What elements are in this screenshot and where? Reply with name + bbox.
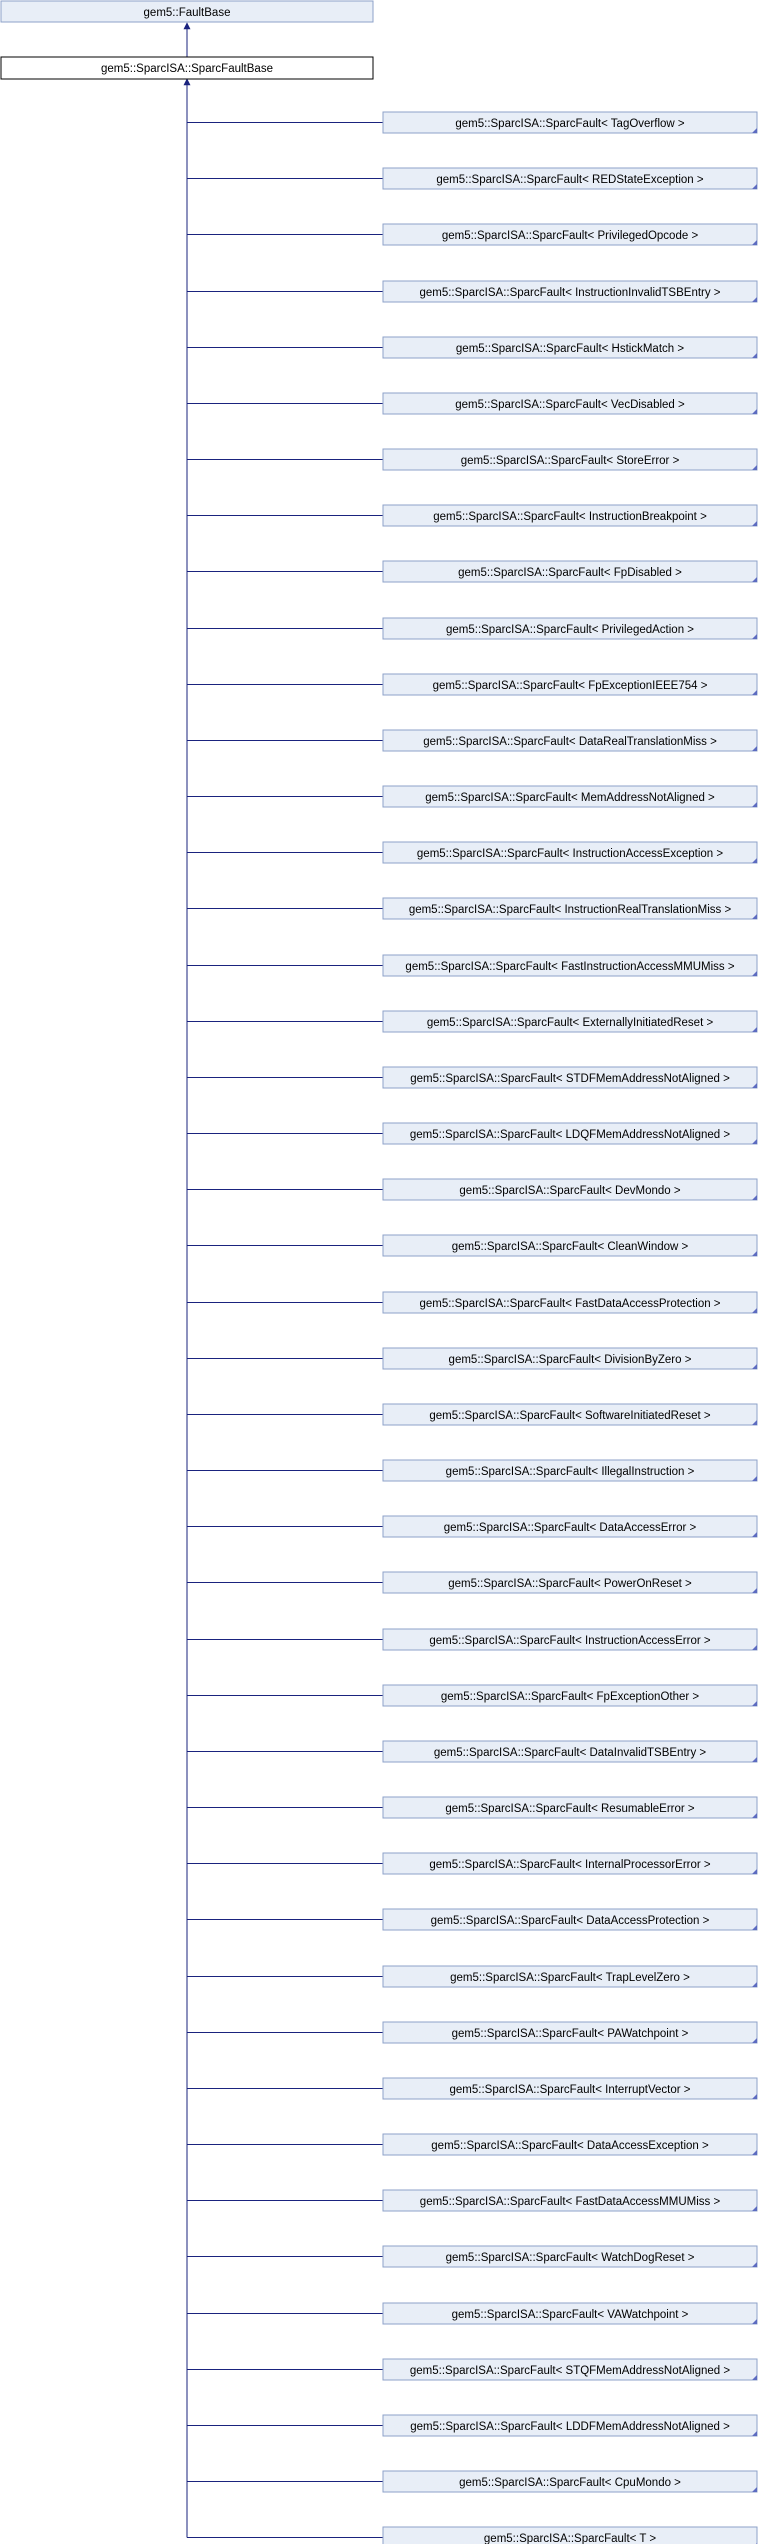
derived-class-label: gem5::SparcISA::SparcFault< DataInvalidTSBEntry > (433, 1747, 707, 1759)
derived-class-label: gem5::SparcISA::SparcFault< FpExceptionIEEE754 > (432, 680, 708, 692)
derived-class-label: gem5::SparcISA::SparcFault< MemAddressNotAligned > (425, 792, 715, 804)
derived-class-label: gem5::SparcISA::SparcFault< DevMondo > (459, 1185, 681, 1197)
derived-class-node[interactable] (383, 786, 757, 807)
derived-class-label: gem5::SparcISA::SparcFault< WatchDogReset > (445, 2252, 695, 2264)
derived-class-node[interactable] (383, 281, 757, 302)
derived-class-label: gem5::SparcISA::SparcFault< VAWatchpoint > (451, 2309, 689, 2321)
derived-class-label: gem5::SparcISA::SparcFault< LDDFMemAddressNotAligned > (410, 2421, 730, 2433)
derived-class-node[interactable] (383, 2190, 757, 2211)
derived-class-label: gem5::SparcISA::SparcFault< PAWatchpoint > (451, 2028, 689, 2040)
derived-class-node[interactable] (383, 2303, 757, 2324)
derived-class-node[interactable] (383, 1011, 757, 1032)
derived-class-label: gem5::SparcISA::SparcFault< FpExceptionOther > (440, 1691, 700, 1703)
derived-class-node[interactable] (383, 674, 757, 695)
derived-class-node[interactable] (383, 730, 757, 751)
derived-class-node[interactable] (383, 449, 757, 470)
derived-class-node[interactable] (383, 2471, 757, 2492)
derived-class-label: gem5::SparcISA::SparcFault< SoftwareInitiatedReset > (429, 1410, 711, 1422)
derived-class-label: gem5::SparcISA::SparcFault< CleanWindow > (451, 1241, 689, 1253)
derived-class-list (383, 112, 757, 2544)
derived-class-node[interactable] (383, 168, 757, 189)
derived-class-label: gem5::SparcISA::SparcFault< StoreError > (460, 455, 680, 467)
base-class-node[interactable] (1, 1, 373, 22)
derived-class-node[interactable] (383, 224, 757, 245)
derived-class-label: gem5::SparcISA::SparcFault< ExternallyInitiatedReset > (426, 1017, 714, 1029)
derived-class-label: gem5::SparcISA::SparcFault< FastInstructionAccessMMUMiss > (405, 961, 735, 973)
derived-class-node[interactable] (383, 1348, 757, 1369)
derived-class-label: gem5::SparcISA::SparcFault< DataAccessError > (443, 1522, 697, 1534)
derived-class-node[interactable] (383, 1292, 757, 1313)
derived-class-label: gem5::SparcISA::SparcFault< DataAccessProtection > (430, 1915, 710, 1927)
derived-class-node[interactable] (383, 1572, 757, 1593)
derived-class-node[interactable] (383, 1629, 757, 1650)
derived-class-node[interactable] (383, 1123, 757, 1144)
derived-class-label: gem5::SparcISA::SparcFault< DataRealTranslationMiss > (423, 736, 717, 748)
derived-class-node[interactable] (383, 2527, 757, 2544)
derived-class-label: gem5::SparcISA::SparcFault< FpDisabled > (458, 567, 682, 579)
derived-class-node[interactable] (383, 1516, 757, 1537)
focus-class-node (1, 57, 373, 79)
derived-class-node[interactable] (383, 1460, 757, 1481)
derived-class-node[interactable] (383, 2078, 757, 2099)
derived-class-label: gem5::SparcISA::SparcFault< DivisionByZero > (448, 1354, 692, 1366)
derived-class-label: gem5::SparcISA::SparcFault< STDFMemAddressNotAligned > (410, 1073, 730, 1085)
derived-class-node[interactable] (383, 393, 757, 414)
derived-class-node[interactable] (383, 337, 757, 358)
derived-class-label: gem5::SparcISA::SparcFault< DataAccessException > (431, 2140, 709, 2152)
derived-class-label: gem5::SparcISA::SparcFault< InstructionAccessError > (429, 1635, 711, 1647)
derived-class-node[interactable] (383, 2022, 757, 2043)
derived-class-node[interactable] (383, 2246, 757, 2267)
derived-class-node[interactable] (383, 1179, 757, 1200)
derived-class-label: gem5::SparcISA::SparcFault< InstructionBreakpoint > (433, 511, 707, 523)
derived-class-label: gem5::SparcISA::SparcFault< FastDataAccessMMUMiss > (419, 2196, 721, 2208)
derived-class-label: gem5::SparcISA::SparcFault< STQFMemAddressNotAligned > (409, 2365, 731, 2377)
derived-class-label: gem5::SparcISA::SparcFault< TagOverflow > (455, 118, 685, 130)
derived-class-node[interactable] (383, 2134, 757, 2155)
derived-class-node[interactable] (383, 2359, 757, 2380)
derived-class-node[interactable] (383, 1235, 757, 1256)
derived-class-label: gem5::SparcISA::SparcFault< InterruptVector > (449, 2084, 691, 2096)
derived-class-label: gem5::SparcISA::SparcFault< InternalProcessorError > (429, 1859, 711, 1871)
derived-class-node[interactable] (383, 1853, 757, 1874)
derived-class-label: gem5::SparcISA::SparcFault< InstructionInvalidTSBEntry > (419, 287, 721, 299)
derived-class-label: gem5::SparcISA::SparcFault< PowerOnReset > (448, 1578, 692, 1590)
derived-class-label: gem5::SparcISA::SparcFault< LDQFMemAddressNotAligned > (409, 1129, 731, 1141)
derived-class-node[interactable] (383, 1685, 757, 1706)
derived-class-node[interactable] (383, 898, 757, 919)
derived-class-node[interactable] (383, 842, 757, 863)
derived-class-label: gem5::SparcISA::SparcFault< TrapLevelZero > (450, 1972, 690, 1984)
derived-class-label: gem5::SparcISA::SparcFault< PrivilegedAction > (445, 624, 695, 636)
derived-class-node[interactable] (383, 112, 757, 133)
derived-class-label: gem5::SparcISA::SparcFault< FastDataAccessProtection > (419, 1298, 721, 1310)
derived-class-label: gem5::SparcISA::SparcFault< PrivilegedOpcode > (441, 230, 699, 242)
derived-class-node[interactable] (383, 1404, 757, 1425)
derived-class-label: gem5::SparcISA::SparcFault< InstructionAccessException > (416, 848, 724, 860)
derived-class-node[interactable] (383, 1909, 757, 1930)
derived-class-node[interactable] (383, 505, 757, 526)
derived-class-node[interactable] (383, 955, 757, 976)
derived-class-node[interactable] (383, 1966, 757, 1987)
inheritance-edges (187, 23, 383, 2538)
derived-class-node[interactable] (383, 618, 757, 639)
derived-class-node[interactable] (383, 1741, 757, 1762)
derived-class-label: gem5::SparcISA::SparcFault< HstickMatch > (455, 343, 685, 355)
derived-class-node[interactable] (383, 1067, 757, 1088)
derived-class-label: gem5::SparcISA::SparcFault< IllegalInstruction > (445, 1466, 695, 1478)
derived-class-label: gem5::SparcISA::SparcFault< ResumableError > (445, 1803, 695, 1815)
derived-class-node[interactable] (383, 2415, 757, 2436)
derived-class-label: gem5::SparcISA::SparcFault< REDStateException > (436, 174, 704, 186)
derived-class-node[interactable] (383, 1797, 757, 1818)
derived-class-node[interactable] (383, 561, 757, 582)
derived-class-label: gem5::SparcISA::SparcFault< InstructionRealTranslationMiss > (408, 904, 732, 916)
focus-class-label: gem5::SparcISA::SparcFaultBase (101, 63, 273, 75)
derived-class-label: gem5::SparcISA::SparcFault< VecDisabled > (455, 399, 685, 411)
derived-class-label: gem5::SparcISA::SparcFault< CpuMondo > (459, 2477, 681, 2489)
base-class-label: gem5::FaultBase (143, 7, 231, 19)
derived-class-label: gem5::SparcISA::SparcFault< T > (483, 2533, 657, 2544)
